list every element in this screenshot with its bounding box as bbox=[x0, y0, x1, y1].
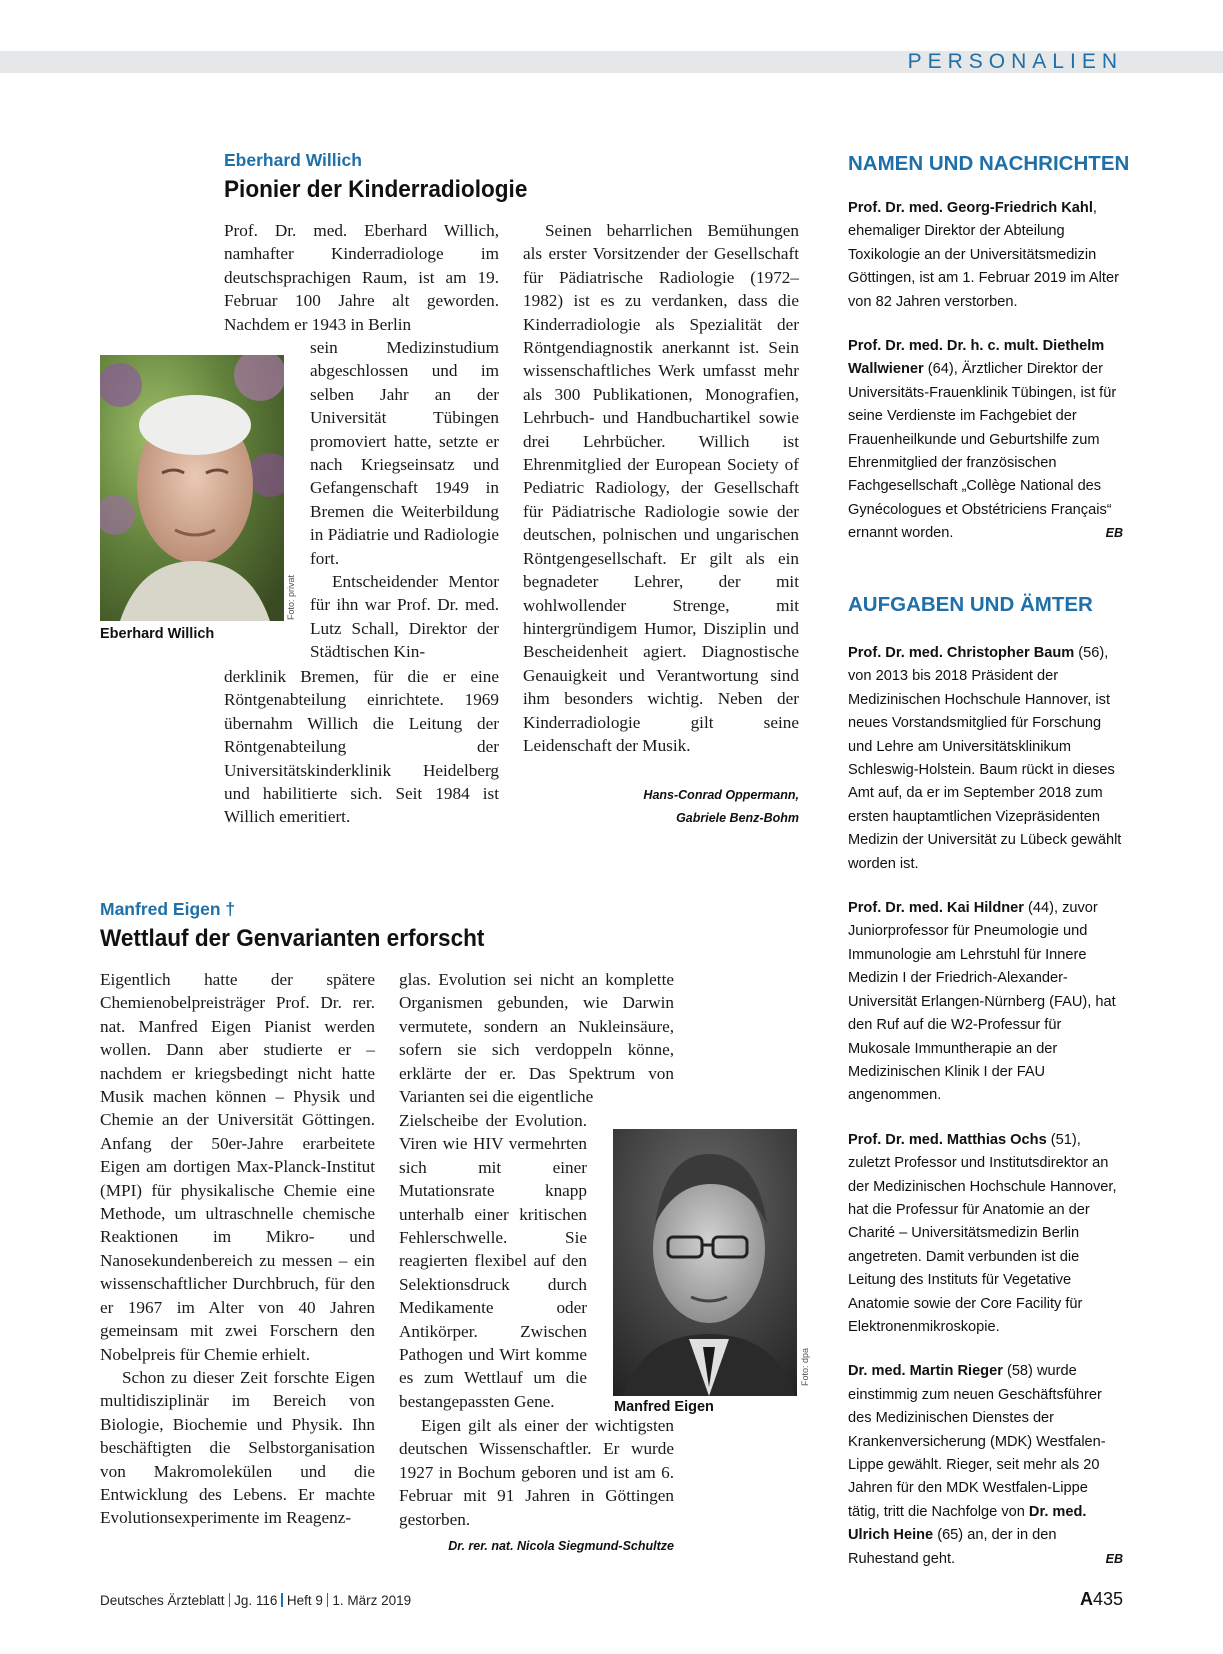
person-name: Prof. Dr. med. Matthias Ochs bbox=[848, 1131, 1047, 1148]
journal-name: Deutsches Ärzteblatt bbox=[100, 1593, 225, 1608]
article2-paragraph: Schon zu dieser Zeit forschte Eigen multidisziplinär im Bereich von Biologie, Biochemie und Physik. Ihn beschäftigten die Selbstorganisation von Makromolekülen und die Entwicklung des Lebens. Er machte Evolutionsexperimente im Reagenz- bbox=[100, 1367, 375, 1528]
article1-paragraph: sein Medizinstudium abgeschlossen und im selben Jahr an der Universität Tübingen promoviert hatte, setzte er nach Kriegseinsatz und Gefangenschaft 1949 in Bremen die Weiterbildung in Pädiatrie und Radiologie fort. bbox=[310, 338, 499, 568]
article1-paragraph: Prof. Dr. med. Eberhard Willich, namhafter Kinderradiologe im deutschsprachigen Raum, ist am 19. Februar 100 Jahre alt geworden. Nachdem er 1943 in Berlin bbox=[224, 221, 499, 334]
article1-author-1: Hans-Conrad Oppermann, bbox=[643, 788, 799, 802]
article1-kicker: Eberhard Willich bbox=[224, 150, 362, 170]
article2-kicker: Manfred Eigen † bbox=[100, 899, 236, 919]
eigen-photo-credit: Foto: dpa bbox=[800, 1348, 810, 1387]
sidebar-heading-namen: NAMEN UND NACHRICHTEN bbox=[848, 152, 1130, 175]
eigen-portrait-image bbox=[613, 1129, 797, 1396]
article1-column2 bbox=[523, 219, 799, 757]
article1-column1-wrap bbox=[310, 336, 499, 664]
article1-column1-top bbox=[224, 219, 499, 336]
article1-paragraph: Entscheidender Mentor für ihn war Prof. Dr. med. Lutz Schall, Direktor der Städtischen Kin- bbox=[310, 572, 499, 662]
footer-divider bbox=[229, 1593, 231, 1607]
sidebar-aufgaben-section bbox=[848, 642, 1123, 1592]
section-label: PERSONALIEN bbox=[907, 50, 1123, 73]
person-name: Prof. Dr. med. Christopher Baum bbox=[848, 645, 1075, 661]
sidebar-namen-section bbox=[848, 197, 1123, 567]
sidebar-item: Dr. med. Martin Rieger (58) wurde einstimmig zum neuen Geschäftsführer des Medizinischen Dienstes der Krankenversicherung (MDK) Westfalen-Lippe gewählt. Rieger, seit mehr als 20 Jahren für den MDK Westfalen-Lippe tätig, tritt die Nachfolge von Dr. med. Ulrich Heine (65) an, der in den Ruhestand geht. EB bbox=[848, 1360, 1123, 1571]
eigen-photo-caption: Manfred Eigen bbox=[614, 1399, 714, 1415]
person-name: Prof. Dr. med. Dr. h. c. mult. Diethelm Wallwiener bbox=[848, 338, 1105, 378]
journal-issue: Heft 9 bbox=[286, 1593, 323, 1608]
sidebar-item: Prof. Dr. med. Christopher Baum (56), von 2013 bis 2018 Präsident der Medizinischen Hochschule Hannover, ist neues Vorstandsmitglied für Forschung und Lehre am Universitätsklinikum Schleswig-Holstein. Baum rückt in dieses Amt auf, da er im September 2018 zum ersten hauptamtlichen Vizepräsidenten Medizin der Universität zu Lübeck gewählt worden ist. bbox=[848, 645, 1122, 872]
article2-headline: Wettlauf der Genvarianten erforscht bbox=[100, 925, 485, 952]
article2-author: Dr. rer. nat. Nicola Siegmund-Schultze bbox=[448, 1539, 674, 1553]
sidebar-heading-aufgaben: AUFGABEN UND ÄMTER bbox=[848, 593, 1093, 616]
willich-photo bbox=[100, 355, 284, 621]
article1-headline: Pionier der Kinderradiologie bbox=[224, 176, 528, 203]
footer-citation bbox=[100, 1593, 411, 1608]
sidebar-item: Prof. Dr. med. Matthias Ochs (51), zuletzt Professor und Institutsdirektor an der Medizinischen Hochschule Hannover, hat die Professur für Anatomie an der Charité – Universitätsmedizin Berlin angetreten. Damit verbunden ist die Leitung des Instituts für Vegetative Anatomie sowie der Core Facility für Elektronenmikroskopie. bbox=[848, 1131, 1117, 1335]
footer-divider bbox=[327, 1593, 329, 1607]
article1-paragraph: Seinen beharrlichen Bemühungen als erster Vorsitzender der Gesellschaft für Pädiatrische Radiologie (1972–1982) ist es zu verdanken, dass die Kinderradiologie als Spezialität der Röntgendiagnostik anerkannt ist. Sein wissenschaftliches Werk umfasst mehr als 300 Publikationen, Monografien, Lehrbuch- und Handbuchartikel sowie drei Lehrbücher. Willich ist Ehrenmitglied der European Society of Pediatric Radiology, der Gesellschaft für Pädiatrische Radiologie sowie der deutschen, polnischen und ungarischen Röntgengesellschaft. Er gilt als ein begnadeter Lehrer, der mit wohlwollender Strenge, mit hintergründigem Humor, Disziplin und Bescheidenheit agiert. Diagnostische Genauigkeit und Verantwortung sind ihm besonders wichtig. Neben der Kinderradiologie gilt seine Leidenschaft der Musik. bbox=[523, 221, 799, 755]
willich-photo-credit: Foto: privat bbox=[286, 575, 296, 621]
journal-volume: Jg. 116 bbox=[234, 1593, 278, 1608]
article2-column2-top bbox=[399, 968, 674, 1108]
footer-divider bbox=[281, 1593, 283, 1607]
willich-photo-caption: Eberhard Willich bbox=[100, 626, 215, 642]
eb-signature: EB bbox=[1105, 526, 1123, 541]
article2-column2-bottom bbox=[399, 1414, 674, 1531]
article2-paragraph: Eigen gilt als einer der wichtigsten deutschen Wissenschaftler. Er wurde 1927 in Bochum geboren und ist am 6. Februar mit 91 Jahren in Göttingen gestorben. bbox=[399, 1416, 674, 1529]
person-name: Prof. Dr. med. Georg-Friedrich Kahl bbox=[848, 200, 1093, 216]
sidebar-item: Prof. Dr. med. Georg-Friedrich Kahl, ehemaliger Direktor der Abteilung Toxikologie an der Universitätsmedizin Göttingen, ist am 1. Februar 2019 im Alter von 82 Jahren verstorben. bbox=[848, 200, 1119, 310]
article2-paragraph: Eigentlich hatte der spätere Chemienobelpreisträger Prof. Dr. rer. nat. Manfred Eigen Pianist werden wollen. Dann aber studierte er – nachdem er kriegsbedingt nicht hatte Musik machen können – Physik und Chemie an der Universität Göttingen. Anfang der 50er-Jahre erarbeitete Eigen am dortigen Max-Planck-Institut (MPI) für physikalische Chemie eine Methode, um ultraschnelle chemische Reaktionen im Mikro- und Nanosekundenbereich zu messen – ein wissenschaftlicher Durchbruch, für den er 1967 im Alter von 40 Jahren gemeinsam mit zwei Forschern den Nobelpreis für Chemie erhielt. bbox=[100, 970, 375, 1364]
person-name: Prof. Dr. med. Kai Hildner bbox=[848, 900, 1024, 917]
person-name: Dr. med. Martin Rieger bbox=[848, 1363, 1003, 1380]
article2-column2-wrap bbox=[399, 1109, 587, 1413]
article2-paragraph: Zielscheibe der Evolution. Viren wie HIV vermehrten sich mit einer Mutationsrate knapp unterhalb einer kritischen Fehlerschwelle. Sie reagierten flexibel auf den Selektionsdruck durch Medikamente oder Antikörper. Zwischen Pathogen und Wirt komme es zum Wettlauf um die bestangepassten Gene. bbox=[399, 1111, 587, 1411]
journal-date: 1. März 2019 bbox=[332, 1593, 412, 1608]
article1-column1-bottom bbox=[224, 665, 499, 829]
article1-author-2: Gabriele Benz-Bohm bbox=[676, 811, 799, 825]
page-prefix: A bbox=[1079, 1589, 1093, 1609]
eigen-photo bbox=[613, 1129, 797, 1396]
sidebar-item: Prof. Dr. med. Kai Hildner (44), zuvor Juniorprofessor für Pneumologie und Immunologie am Lehrstuhl für Innere Medizin I der Friedrich-Alexander-Universität Erlangen-Nürnberg (FAU), hat den Ruf auf die W2-Professur für Mukosale Immuntherapie an der Medizinischen Klinik I der FAU angenommen. bbox=[848, 900, 1116, 1104]
article2-column1 bbox=[100, 968, 375, 1530]
article2-paragraph: glas. Evolution sei nicht an komplette Organismen gebunden, wie Darwin vermutete, sondern an Nukleinsäure, sofern sie sich verdoppeln könne, erklärte der er. Das Spektrum von Varianten sei die eigentliche bbox=[399, 970, 674, 1107]
article1-paragraph: derklinik Bremen, für die er eine Röntgenabteilung einrichtete. 1969 übernahm Willich die Leitung der Röntgenabteilung der Universitätskinderklinik Heidelberg und habilitierte sich. Seit 1984 ist Willich emeritiert. bbox=[224, 667, 499, 827]
page-number: A435 bbox=[1079, 1589, 1123, 1609]
person-name: Dr. med. Ulrich Heine bbox=[848, 1503, 1087, 1544]
eb-signature: EB bbox=[1105, 1551, 1123, 1566]
willich-portrait-image bbox=[100, 355, 284, 621]
sidebar-item: Prof. Dr. med. Dr. h. c. mult. Diethelm Wallwiener (64), Ärztlicher Direktor der Universitäts-Frauenklinik Tübingen, ist für seine Verdienste im Fachgebiet der Frauenheilkunde und Geburtshilfe zum Ehrenmitglied der französischen Fachgesellschaft „Collège National des Gynécologues et Obstétriciens Français“ ernannt worden. EB bbox=[848, 335, 1123, 546]
